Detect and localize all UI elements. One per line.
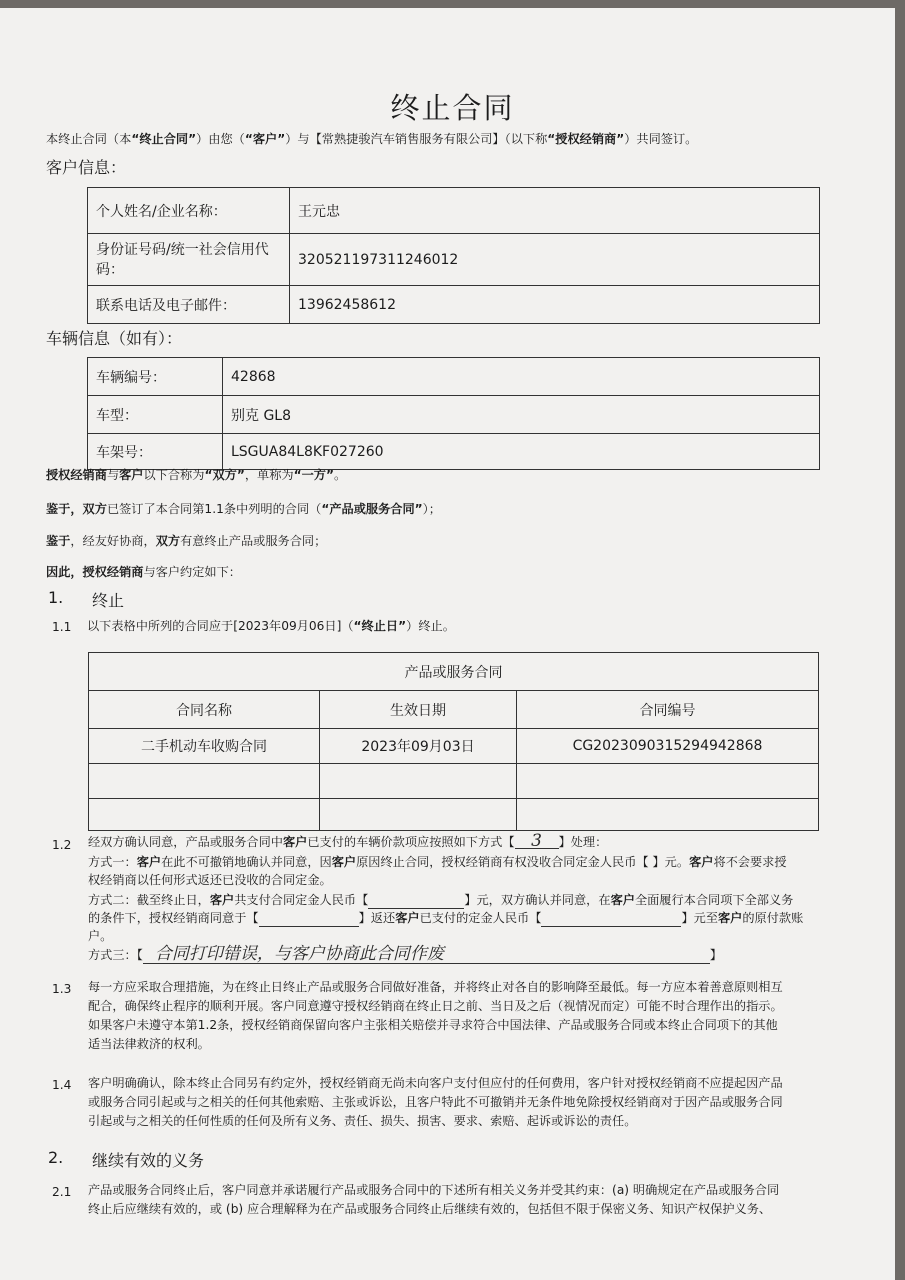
plain-text: ，单称为	[244, 468, 294, 482]
plain-text: 方式一：	[88, 855, 137, 869]
clause-line: 客户明确确认，除本终止合同另有约定外，授权经销商无尚未向客户支付但应付的任何费用，客户针对授权经销商不应提起因产品	[88, 1076, 783, 1090]
table-row	[89, 729, 819, 764]
table-row	[88, 396, 820, 434]
table-row	[89, 653, 819, 691]
contract-table-caption: 产品或服务合同	[89, 653, 819, 691]
plain-text: 经双方确认同意，产品或服务合同中	[88, 835, 283, 849]
vehicle-vin-value: LSGUA84L8KF027260	[223, 434, 820, 470]
clause-line: 引起或与之相关的任何性质的任何及所有义务、责任、损失、损害、要求、索赔、起诉或诉讼的责任。	[88, 1114, 637, 1128]
intro-bold: “客户”	[244, 132, 286, 146]
bold-text: 客户	[283, 835, 308, 849]
intro-text: ）由您（	[196, 132, 245, 146]
method-3-line	[88, 945, 878, 964]
plain-text: 方式二：截至终止日，	[88, 893, 210, 907]
vehicle-heading: 车辆信息（如有）：	[46, 329, 183, 348]
parties-line-1	[46, 466, 346, 484]
plain-text: 以下表格中所列的合同应于[2023年09月06日]（	[87, 619, 354, 633]
bold-text: “终止日”	[353, 619, 407, 633]
parties-line-3	[46, 532, 326, 550]
plain-text: 原因终止合同，授权经销商有权没收合同定金人民币【 】元。	[356, 855, 690, 869]
method-1-line	[88, 853, 878, 871]
clause-2-1-text	[88, 1181, 878, 1219]
plain-text: 共支付合同定金人民币【	[234, 893, 369, 907]
bold-text: 鉴于，双方	[46, 502, 107, 516]
contract-number-cell	[517, 764, 819, 799]
plain-text: 以下合称为	[143, 468, 205, 482]
plain-text: 的条件下，授权经销商同意于【	[88, 911, 259, 925]
method-2-line: 户。	[88, 929, 113, 943]
clause-line: 每一方应采取合理措施，为在终止日终止产品或服务合同做好准备，并将终止对各自的影响降至最低。每一方应本着善意原则相互	[88, 980, 783, 994]
intro-text: ）与【常熟捷骏汽车销售服务有限公司】（以下称	[285, 132, 548, 146]
vehicle-table	[87, 357, 820, 470]
table-row	[89, 691, 819, 729]
clause-line: 如果客户未遵守本第1.2条，授权经销商保留向客户主张相关赔偿并寻求符合中国法律、产品或服务合同或本终止合同项下的其他	[88, 1018, 778, 1032]
bold-text: 客户	[331, 855, 357, 869]
plain-text: 在此不可撤销地确认并同意，因	[161, 855, 332, 869]
bold-text: 客户	[718, 911, 743, 925]
refund-amount-field	[541, 912, 681, 927]
handwritten-method-choice: 3	[515, 834, 559, 849]
deposit-amount-field	[368, 894, 464, 909]
bold-text: 双方	[155, 534, 181, 548]
bold-text: 鉴于	[46, 534, 71, 548]
method-2-line	[88, 891, 878, 909]
plain-text: ）；	[422, 502, 441, 516]
header-contract-name: 合同名称	[89, 691, 320, 729]
plain-text: 有意终止产品或服务合同；	[180, 534, 327, 548]
clause-2-1-number: 2.1	[52, 1185, 72, 1199]
section-1-number: 1.	[48, 588, 64, 607]
plain-text: 与	[106, 468, 120, 482]
clause-1-4-text	[88, 1074, 878, 1131]
bold-text: 客户	[136, 855, 162, 869]
customer-id-label: 身份证号码/统一社会信用代码：	[88, 234, 290, 286]
clause-line: 或服务合同引起或与之相关的任何其他索赔、主张或诉讼，且客户特此不可撤销并无条件地免除授权经销商对于因产品或服务合同	[88, 1095, 783, 1109]
clause-1-3-text	[88, 978, 878, 1054]
plain-text: 方式三：【	[88, 948, 143, 962]
section-2-title: 继续有效的义务	[92, 1151, 205, 1170]
plain-text: 。	[334, 468, 347, 482]
vehicle-model-label: 车型：	[88, 396, 223, 434]
customer-name-value: 王元忠	[290, 188, 820, 234]
clause-1-2-text	[88, 833, 878, 964]
bold-text: “一方”	[293, 468, 334, 482]
contract-name-cell	[89, 799, 320, 831]
intro-paragraph	[46, 130, 846, 148]
plain-text: 】	[709, 948, 723, 962]
plain-text: 】元，双方确认并同意，在	[464, 893, 611, 907]
contract-name-cell	[89, 764, 320, 799]
intro-text: 本终止合同（本	[46, 132, 132, 146]
clause-1-1-number: 1.1	[52, 620, 72, 634]
plain-text: 已支付的车辆价款项应按照如下方式【	[307, 835, 515, 849]
bold-text: “双方”	[204, 468, 245, 482]
bold-text: “产品或服务合同”	[321, 502, 423, 516]
plain-text: 已支付的定金人民币【	[419, 911, 542, 925]
intro-text: ）共同签订。	[624, 132, 698, 146]
document-title: 终止合同	[390, 91, 515, 125]
clause-1-2-line	[88, 833, 878, 851]
parties-line-2	[46, 500, 441, 518]
customer-heading: 客户信息：	[46, 158, 127, 177]
plain-text: ）终止。	[406, 619, 455, 633]
clause-line: 产品或服务合同终止后，客户同意并承诺履行产品或服务合同中的下述所有相关义务并受其约束：(a) 明确规定在产品或服务合同	[88, 1183, 780, 1197]
table-row	[88, 358, 820, 396]
contract-name-cell: 二手机动车收购合同	[89, 729, 320, 764]
contract-table	[88, 652, 819, 831]
bold-text: 客户	[610, 893, 635, 907]
vehicle-vin-label: 车架号：	[88, 434, 223, 470]
header-effective-date: 生效日期	[320, 691, 517, 729]
intro-bold: “授权经销商”	[547, 132, 625, 146]
bold-text: 客户	[209, 893, 235, 907]
refund-date-field	[259, 912, 359, 927]
bold-text: 客户	[119, 468, 144, 482]
effective-date-cell: 2023年09月03日	[320, 729, 517, 764]
contract-number-cell: CG2023090315294942868	[517, 729, 819, 764]
vehicle-model-value: 别克 GL8	[223, 396, 820, 434]
customer-table	[87, 187, 820, 324]
plain-text: 】返还	[358, 911, 396, 925]
document-page	[0, 8, 895, 1280]
plain-text: 】处理：	[558, 835, 608, 849]
customer-name-label: 个人姓名/企业名称：	[88, 188, 290, 234]
plain-text: 将不会要求授	[713, 855, 787, 869]
method-2-line	[88, 909, 878, 927]
clause-1-1-text	[87, 617, 455, 635]
plain-text: ，经友好协商，	[70, 534, 156, 548]
intro-bold: “终止合同”	[131, 132, 197, 146]
table-row	[88, 188, 820, 234]
method-1-line: 权经销商以任何形式返还已没收的合同定金。	[88, 873, 332, 887]
table-row	[89, 764, 819, 799]
table-row	[88, 234, 820, 286]
clause-line: 适当法律救济的权利。	[88, 1037, 210, 1051]
table-row	[88, 434, 820, 470]
effective-date-cell	[320, 764, 517, 799]
clause-1-2-number: 1.2	[52, 838, 72, 852]
customer-contact-label: 联系电话及电子邮件：	[88, 286, 290, 324]
bold-text: 因此，授权经销商	[46, 565, 144, 579]
table-row	[88, 286, 820, 324]
bold-text: 客户	[395, 911, 420, 925]
customer-id-value: 320521197311246012	[290, 234, 820, 286]
effective-date-cell	[320, 799, 517, 831]
clause-1-4-number: 1.4	[52, 1078, 72, 1092]
bold-text: 授权经销商	[46, 468, 107, 482]
clause-line: 终止后应继续有效的，或 (b) 应合理解释为在产品或服务合同终止后继续有效的，包括但不限于保密义务、知识产权保护义务、	[88, 1202, 772, 1216]
section-1-title: 终止	[92, 591, 125, 610]
vehicle-number-value: 42868	[223, 358, 820, 396]
table-row	[89, 799, 819, 831]
customer-contact-value: 13962458612	[290, 286, 820, 324]
handwritten-method-3-note: 合同打印错误，与客户协商此合同作废	[143, 945, 710, 964]
contract-number-cell	[517, 799, 819, 831]
header-contract-number: 合同编号	[517, 691, 819, 729]
clause-line: 配合，确保终止程序的顺利开展。客户同意遵守授权经销商在终止日之前、当日及之后（视情况而定）可能不时合理作出的指示。	[88, 999, 783, 1013]
parties-line-4	[46, 563, 241, 581]
plain-text: 】元至	[681, 911, 718, 925]
section-2-number: 2.	[48, 1148, 64, 1167]
plain-text: 全面履行本合同项下全部义务	[634, 893, 794, 907]
bold-text: 客户	[689, 855, 714, 869]
plain-text: 与客户约定如下：	[143, 565, 241, 579]
vehicle-number-label: 车辆编号：	[88, 358, 223, 396]
plain-text: 的原付款账	[742, 911, 804, 925]
plain-text: 已签订了本合同第1.1条中列明的合同（	[106, 502, 322, 516]
clause-1-3-number: 1.3	[52, 982, 72, 996]
